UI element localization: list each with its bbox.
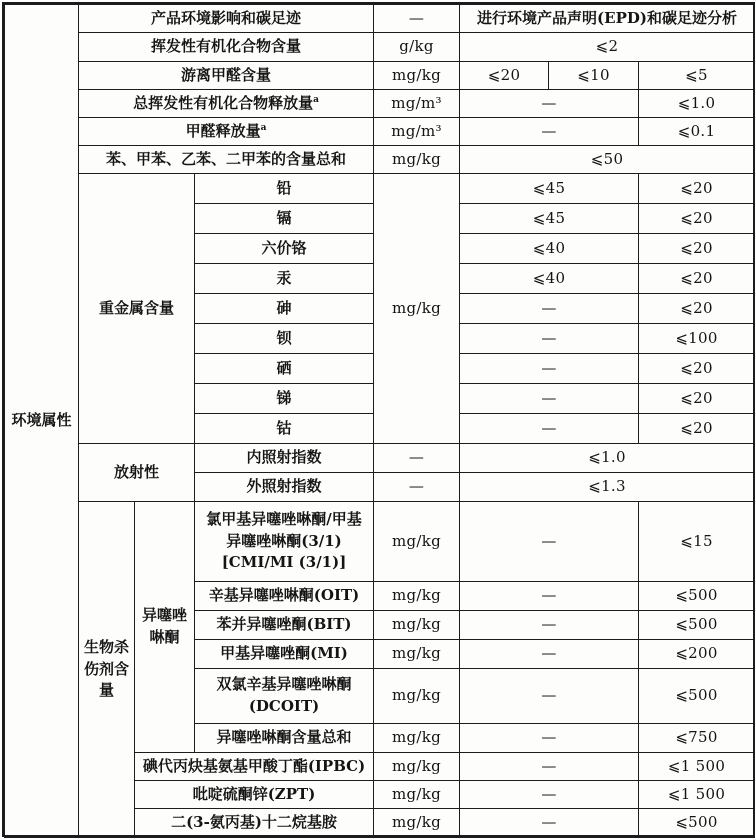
table-body	[5, 5, 755, 838]
limit-cell: —	[460, 781, 639, 809]
isothiazolinone-group-cell: 异噻唑啉酮	[135, 502, 195, 753]
item-name-cell: 游离甲醛含量	[79, 62, 374, 90]
limit-cell: ⩽40	[460, 234, 639, 264]
item-name-cell: 锑	[195, 384, 374, 414]
limit-cell: 进行环境产品声明(EPD)和碳足迹分析	[460, 5, 755, 33]
item-name-cell: 挥发性有机化合物含量	[79, 33, 374, 62]
limit-cell: ⩽40	[460, 264, 639, 294]
item-name-cell: 苯并异噻唑酮(BIT)	[195, 611, 374, 640]
item-name-cell	[79, 90, 374, 118]
limit-cell: ⩽5	[639, 62, 755, 90]
unit-cell: mg/kg	[374, 582, 460, 611]
item-name-cell: 砷	[195, 294, 374, 324]
unit-cell: mg/kg	[374, 640, 460, 669]
limit-cell: ⩽500	[639, 669, 755, 724]
limit-cell: ⩽50	[460, 146, 755, 174]
item-name-cell: 外照射指数	[195, 473, 374, 502]
limit-cell: ⩽200	[639, 640, 755, 669]
item-name-cell: 汞	[195, 264, 374, 294]
item-name-cell: 铅	[195, 174, 374, 204]
category-cell: 环境属性	[5, 5, 79, 838]
item-name-cell: 异噻唑啉酮含量总和	[195, 724, 374, 753]
limit-cell: ⩽1.0	[639, 90, 755, 118]
scanned-standard-page	[2, 2, 755, 837]
table-row	[5, 146, 755, 174]
item-name-cell: 双氯辛基异噻唑啉酮(DCOIT)	[195, 669, 374, 724]
limit-cell: ⩽500	[639, 582, 755, 611]
environment-attributes-table	[4, 4, 755, 838]
limit-cell: ⩽20	[639, 354, 755, 384]
unit-cell: —	[374, 5, 460, 33]
item-name-cell: 钡	[195, 324, 374, 354]
table-row	[5, 444, 755, 473]
footnote-a-marker: a	[313, 94, 319, 105]
limit-cell: ⩽100	[639, 324, 755, 354]
limit-cell: ⩽0.1	[639, 118, 755, 146]
unit-cell: mg/m³	[374, 118, 460, 146]
item-name-cell: 钴	[195, 414, 374, 444]
limit-cell: ⩽750	[639, 724, 755, 753]
item-name-cell	[79, 118, 374, 146]
limit-cell: ⩽45	[460, 204, 639, 234]
item-name-cell: 二(3-氨丙基)十二烷基胺	[135, 809, 374, 838]
limit-cell: —	[460, 118, 639, 146]
item-name-cell: 镉	[195, 204, 374, 234]
limit-cell: —	[460, 90, 639, 118]
limit-cell: —	[460, 384, 639, 414]
table-row	[5, 33, 755, 62]
unit-cell: mg/kg	[374, 502, 460, 582]
limit-cell: —	[460, 354, 639, 384]
limit-cell: ⩽20	[639, 294, 755, 324]
limit-cell: —	[460, 294, 639, 324]
table-row	[5, 502, 755, 582]
unit-cell: g/kg	[374, 33, 460, 62]
unit-cell: —	[374, 444, 460, 473]
table-row	[5, 118, 755, 146]
unit-cell: mg/kg	[374, 781, 460, 809]
limit-cell: ⩽20	[639, 204, 755, 234]
limit-cell: ⩽20	[639, 234, 755, 264]
limit-cell: ⩽20	[639, 264, 755, 294]
limit-cell: ⩽1.0	[460, 444, 755, 473]
item-name-cell: 内照射指数	[195, 444, 374, 473]
unit-cell: —	[374, 473, 460, 502]
table-row	[5, 62, 755, 90]
limit-cell: —	[460, 669, 639, 724]
table-row	[5, 90, 755, 118]
limit-cell: ⩽15	[639, 502, 755, 582]
radioactivity-group-cell: 放射性	[79, 444, 195, 502]
unit-cell: mg/m³	[374, 90, 460, 118]
item-name-cell: 辛基异噻唑啉酮(OIT)	[195, 582, 374, 611]
limit-cell: ⩽20	[460, 62, 549, 90]
item-name-cell: 甲基异噻唑酮(MI)	[195, 640, 374, 669]
limit-cell: ⩽1 500	[639, 753, 755, 781]
heavy-metals-group-cell: 重金属含量	[79, 174, 195, 444]
item-name-cell: 碘代丙炔基氨基甲酸丁酯(IPBC)	[135, 753, 374, 781]
unit-cell: mg/kg	[374, 753, 460, 781]
limit-cell: —	[460, 324, 639, 354]
unit-cell: mg/kg	[374, 146, 460, 174]
limit-cell: ⩽10	[549, 62, 639, 90]
limit-cell: ⩽1.3	[460, 473, 755, 502]
limit-cell: ⩽45	[460, 174, 639, 204]
limit-cell: —	[460, 724, 639, 753]
limit-cell: —	[460, 809, 639, 838]
unit-cell: mg/kg	[374, 611, 460, 640]
limit-cell: —	[460, 611, 639, 640]
item-name-cell: 六价铬	[195, 234, 374, 264]
item-name-cell: 硒	[195, 354, 374, 384]
unit-cell: mg/kg	[374, 724, 460, 753]
limit-cell: —	[460, 640, 639, 669]
unit-cell: mg/kg	[374, 809, 460, 838]
item-name-cell: 产品环境影响和碳足迹	[79, 5, 374, 33]
limit-cell: —	[460, 502, 639, 582]
limit-cell: —	[460, 414, 639, 444]
table-row	[5, 174, 755, 204]
limit-cell: ⩽2	[460, 33, 755, 62]
item-name-cell: 苯、甲苯、乙苯、二甲苯的含量总和	[79, 146, 374, 174]
unit-cell: mg/kg	[374, 62, 460, 90]
item-name: 甲醛释放量	[185, 121, 261, 140]
limit-cell: —	[460, 753, 639, 781]
item-name: 总挥发性有机化合物释放量	[133, 93, 314, 112]
item-name-cell: 吡啶硫酮锌(ZPT)	[135, 781, 374, 809]
table-row	[5, 5, 755, 33]
limit-cell: ⩽20	[639, 384, 755, 414]
unit-cell: mg/kg	[374, 669, 460, 724]
biocides-group-cell: 生物杀伤剂含量	[79, 502, 135, 838]
limit-cell: ⩽20	[639, 174, 755, 204]
footnote-a-marker: a	[260, 122, 267, 133]
limit-cell: ⩽1 500	[639, 781, 755, 809]
item-name-cell: 氯甲基异噻唑啉酮/甲基异噻唑啉酮(3/1)[CMI/MI (3/1)]	[195, 502, 374, 582]
limit-cell: ⩽500	[639, 809, 755, 838]
limit-cell: —	[460, 582, 639, 611]
limit-cell: ⩽20	[639, 414, 755, 444]
unit-cell: mg/kg	[374, 174, 460, 444]
limit-cell: ⩽500	[639, 611, 755, 640]
